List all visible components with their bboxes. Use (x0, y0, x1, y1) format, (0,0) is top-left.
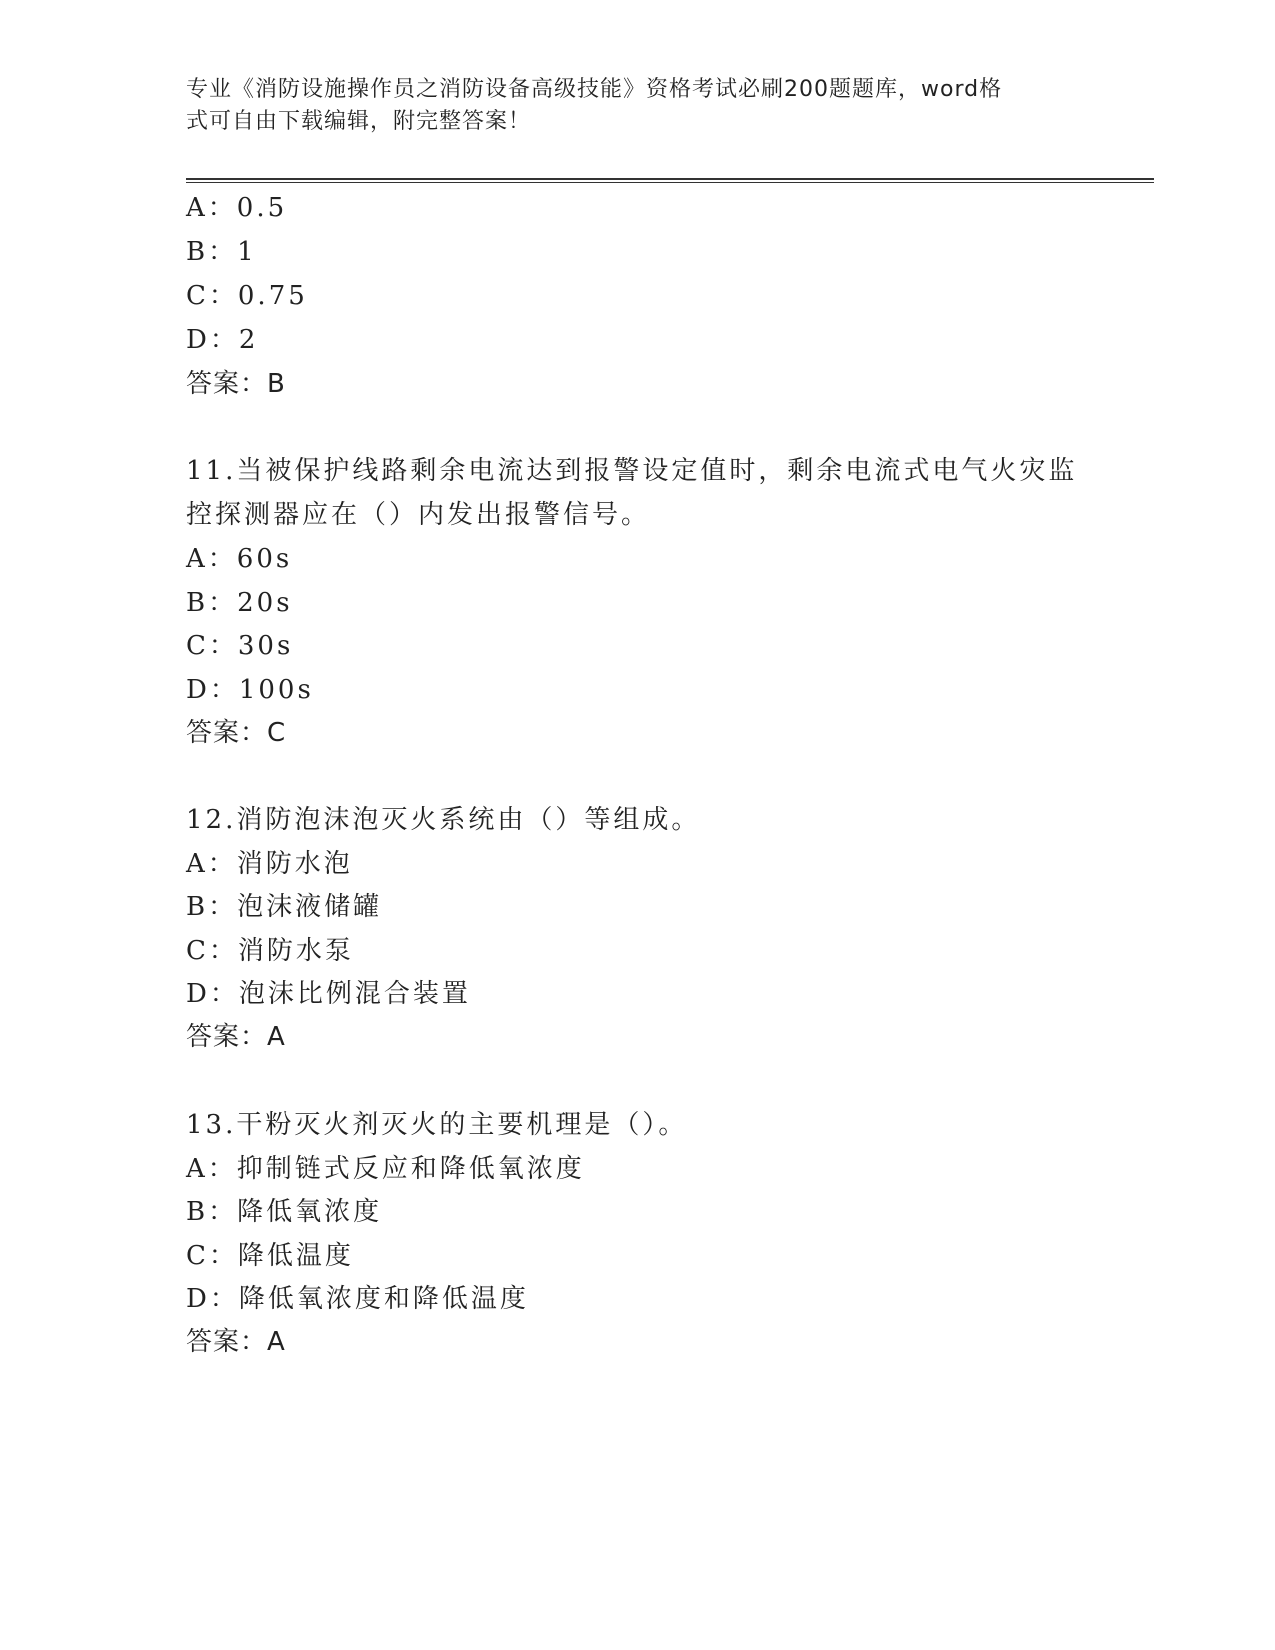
q12-answer: 答案：A (186, 1022, 286, 1052)
q10-option-c: C：0.75 (186, 281, 308, 311)
header-line-2: 式可自由下载编辑，附完整答案！ (186, 109, 532, 134)
q10-option-b: B：1 (186, 237, 257, 267)
q12-option-b: B：泡沫液储罐 (186, 892, 383, 922)
q12-option-c: C：消防水泵 (186, 936, 354, 966)
q10-answer: 答案：B (186, 369, 286, 399)
q13-option-b: B：降低氧浓度 (186, 1197, 383, 1227)
q11-option-a: A：60s (186, 544, 293, 574)
q13-option-d: D：降低氧浓度和降低温度 (186, 1284, 529, 1314)
q10-option-d: D：2 (186, 325, 259, 355)
q13-option-a: A：抑制链式反应和降低氧浓度 (186, 1154, 585, 1184)
q11-option-b: B：20s (186, 588, 293, 618)
q11-answer: 答案：C (186, 718, 287, 748)
q11-question-line-1: 11.当被保护线路剩余电流达到报警设定值时，剩余电流式电气火灾监 (186, 456, 1078, 486)
q10-option-a: A：0.5 (186, 193, 288, 223)
q13-answer: 答案：A (186, 1327, 286, 1357)
header-divider-thin (186, 182, 1154, 183)
q12-question: 12.消防泡沫泡灭火系统由（）等组成。 (186, 805, 701, 835)
q11-question-line-2: 控探测器应在（）内发出报警信号。 (186, 500, 651, 530)
q11-option-c: C：30s (186, 631, 294, 661)
q12-option-d: D：泡沫比例混合装置 (186, 979, 471, 1009)
document-header (186, 74, 1066, 138)
q13-question: 13.干粉灭火剂灭火的主要机理是（）。 (186, 1110, 688, 1140)
q12-option-a: A：消防水泡 (186, 849, 353, 879)
q11-option-d: D：100s (186, 675, 314, 705)
q13-option-c: C：降低温度 (186, 1241, 354, 1271)
header-line-1: 专业《消防设施操作员之消防设备高级技能》资格考试必刷200题题库，word格 (186, 77, 1003, 102)
header-divider-thick (186, 178, 1154, 180)
